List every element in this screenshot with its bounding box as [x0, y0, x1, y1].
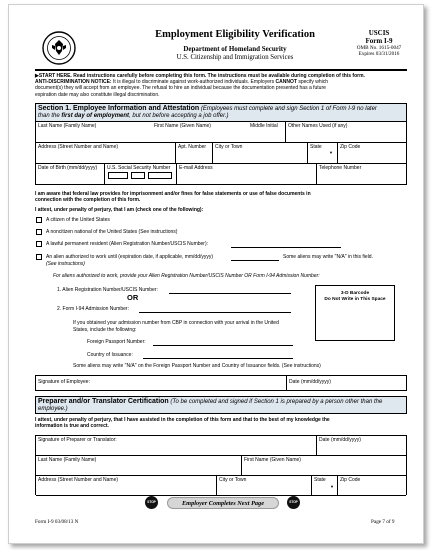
state-label: State: [310, 144, 322, 150]
preparer-date-field[interactable]: [316, 436, 406, 455]
passport-input[interactable]: [153, 345, 293, 346]
section1-desc-2b: first day of employment: [61, 113, 130, 119]
dhs-seal-icon: [42, 31, 76, 65]
name-row: [36, 122, 406, 143]
middle-initial-field[interactable]: [250, 122, 285, 142]
citizen-checkbox[interactable]: [36, 217, 42, 223]
department-name: Department of Homeland Security: [183, 45, 287, 53]
last-name-field[interactable]: [36, 122, 152, 142]
employee-date-label: Date (mm/dd/yyyy): [289, 379, 331, 385]
employee-signature-label: Signature of Employee:: [38, 379, 90, 385]
lpr-number-input[interactable]: [231, 247, 341, 248]
preparer-first-name-field[interactable]: [241, 456, 406, 475]
preparer-header: [35, 396, 407, 414]
alien-authorized-checkbox[interactable]: [36, 254, 42, 260]
i94-input[interactable]: [139, 312, 291, 313]
lpr-label: A lawful permanent resident (Alien Registration Number/USCIS Number):: [46, 241, 209, 247]
city-label: City or Town: [215, 144, 243, 150]
apt-field[interactable]: [175, 143, 212, 163]
employee-signature-field[interactable]: [36, 376, 286, 390]
form-agency: USCIS: [368, 29, 390, 37]
preparer-title: Preparer and/or Translator Certification: [38, 398, 169, 405]
state-field[interactable]: [307, 143, 337, 163]
expiration: Expires 03/31/2016: [358, 51, 400, 57]
stop-sign-icon: STOP: [145, 496, 158, 509]
cbp-line-1: If you obtained your admission number from CBP in connection with your arrival in the United: [73, 320, 279, 326]
na-field-note: Some aliens may write "N/A" in this field.: [283, 254, 373, 260]
form-title: Employment Eligibility Verification: [155, 29, 315, 40]
anti-line-3: expiration date may also constitute illegal discrimination.: [35, 91, 160, 98]
phone-label: Telephone Number: [319, 165, 362, 171]
preparer-city-field[interactable]: [216, 476, 311, 495]
section1-grid: [35, 122, 407, 185]
ssn-field: [104, 164, 176, 184]
agency-name: U.S. Citizenship and Immigration Services: [176, 54, 294, 61]
address-row: [36, 143, 406, 164]
phone-field[interactable]: [316, 164, 406, 184]
citizen-label: A citizen of the United States: [46, 217, 110, 223]
preparer-sig-row: [36, 436, 406, 456]
section1-desc-2c: , but not before accepting a job offer.): [129, 113, 229, 119]
section1-desc-1: (Employees must complete and sign Section 1 of Form I-9 no later: [200, 106, 377, 112]
preparer-state-label: State: [314, 477, 326, 483]
preparer-zip-label: Zip Code: [340, 477, 361, 483]
section1-desc-2a: than the: [38, 113, 60, 119]
email-field[interactable]: [176, 164, 316, 184]
employee-signature-row: [35, 375, 407, 391]
ssn-label: U.S. Social Security Number: [107, 165, 171, 171]
city-field[interactable]: [212, 143, 307, 163]
omb-number: OMB No. 1615-0047: [356, 45, 402, 51]
anti-line-2: document(s) they will accept from an employee. The refusal to hire an individual because the documentation presented has a future: [35, 85, 326, 92]
form-page: [8, 4, 424, 544]
preparer-address-label: Address (Street Number and Name): [38, 477, 119, 483]
first-name-label: First Name (Given Name): [154, 123, 211, 129]
last-name-label: Last Name (Family Name): [38, 123, 97, 129]
dob-label: Date of Birth (mm/dd/yyyy): [38, 165, 98, 171]
employee-date-field[interactable]: [286, 376, 406, 390]
form-footer-id: Form I-9 03/08/13 N: [35, 519, 79, 525]
noncitizen-national-checkbox[interactable]: [36, 229, 42, 235]
form-number: Form I-9: [365, 37, 393, 45]
header-rule: [35, 69, 407, 71]
preparer-last-name-field[interactable]: [36, 456, 241, 475]
for-aliens-line: For aliens authorized to work, provide your Alien Registration Number/USCIS Number OR Form I-94 Admission Number:: [53, 273, 320, 279]
other-names-field[interactable]: [285, 122, 406, 142]
dob-row: [36, 164, 406, 185]
preparer-attest-2: information is true and correct.: [35, 423, 109, 429]
section1-title: Section 1. Employee Information and Attestation: [38, 105, 200, 112]
country-input[interactable]: [143, 358, 293, 359]
email-label: E-mail Address: [179, 165, 213, 171]
preparer-desc-2: employee.): [38, 406, 68, 412]
ssn-part-3[interactable]: [148, 172, 172, 179]
address-label: Address (Street Number and Name): [38, 144, 119, 150]
alien-authorized-label: An alien authorized to work until (expiration date, if applicable, mm/dd/yyyy): [46, 254, 214, 260]
employer-completes-next-page: Employer Completes Next Page: [167, 497, 279, 509]
stop-sign-icon-right: STOP: [287, 496, 300, 509]
expiration-date-input[interactable]: [231, 260, 279, 261]
preparer-date-label: Date (mm/dd/yyyy): [319, 437, 361, 443]
address-field[interactable]: [36, 143, 175, 163]
passport-na-note: Some aliens may write "N/A" on the Foreign Passport Number and Country of Issuance fields. (See instructions): [73, 363, 321, 369]
start-here-text: Read instructions carefully before completing this form. The instructions must be available during completion of this form.: [73, 73, 365, 79]
start-here-label: ▶START HERE.: [35, 73, 72, 79]
preparer-state-field[interactable]: [311, 476, 337, 495]
noncitizen-national-label: A noncitizen national of the United States (See instructions): [46, 229, 178, 235]
zip-field[interactable]: [337, 143, 406, 163]
preparer-zip-field[interactable]: [337, 476, 406, 495]
first-name-field[interactable]: [152, 122, 250, 142]
preparer-signature-field[interactable]: [36, 436, 316, 455]
other-names-label: Other Names Used (if any): [288, 123, 348, 129]
section1-header: [35, 103, 407, 122]
or-label: OR: [127, 293, 139, 302]
middle-initial-label: Middle Initial: [250, 123, 278, 129]
zip-label: Zip Code: [340, 144, 361, 150]
see-instructions-note: (See instructions): [46, 261, 85, 267]
attest-line: I attest, under penalty of perjury, that I am (check one of the following):: [35, 207, 204, 213]
apt-label: Apt. Number: [178, 144, 207, 150]
dob-field[interactable]: [36, 164, 104, 184]
preparer-address-field[interactable]: [36, 476, 216, 495]
page-number: Page 7 of 9: [371, 519, 395, 525]
anti-cannot: CANNOT: [275, 79, 297, 86]
ssn-part-1[interactable]: [108, 172, 128, 179]
anti-text-1: It is illegal to discriminate against work-authorized individuals. Employers: [112, 79, 275, 86]
cbp-line-2: States, include the following:: [73, 327, 137, 333]
barcode-note: Do Not Write in This Space: [324, 297, 386, 302]
preparer-first-name-label: First Name (Given Name): [244, 457, 301, 463]
notice-block: [35, 73, 407, 98]
state-dropdown-icon[interactable]: ▼: [329, 150, 333, 155]
lpr-checkbox[interactable]: [36, 241, 42, 247]
anti-text-2: specify which: [298, 79, 329, 86]
barcode-box: [315, 285, 395, 341]
preparer-attest-1: I attest, under penalty of perjury, that I have assisted in the completion of this form and that to the best of my knowledge the: [35, 417, 330, 423]
preparer-city-label: City or Town: [219, 477, 247, 483]
aware-line-2: connection with the completion of this form.: [35, 197, 141, 203]
preparer-desc-1: (To be completed and signed if Section 1 is prepared by a person other than the: [170, 399, 383, 405]
form-id-block: [349, 29, 409, 57]
preparer-state-dropdown-icon[interactable]: ▼: [330, 484, 334, 489]
country-label: Country of Issuance:: [87, 352, 133, 358]
preparer-last-name-label: Last Name (Family Name): [38, 457, 97, 463]
barcode-title: 3-D Barcode: [340, 291, 370, 296]
alien-reg-input[interactable]: [169, 293, 291, 294]
aware-line-1: I am aware that federal law provides for imprisonment and/or fines for false statements or use of false documents in: [35, 191, 311, 197]
anti-discrimination-label: ANTI-DISCRIMINATION NOTICE:: [35, 79, 112, 86]
alien-reg-label: 1. Alien Registration Number/USCIS Number:: [57, 287, 158, 293]
ssn-part-2[interactable]: [131, 172, 145, 179]
preparer-name-row: [36, 456, 406, 476]
preparer-address-row: [36, 476, 406, 496]
i94-label: 2. Form I-94 Admission Number:: [57, 306, 129, 312]
passport-label: Foreign Passport Number:: [87, 339, 146, 345]
preparer-grid: [35, 435, 407, 495]
preparer-signature-label: Signature of Preparer or Translator:: [38, 437, 117, 443]
